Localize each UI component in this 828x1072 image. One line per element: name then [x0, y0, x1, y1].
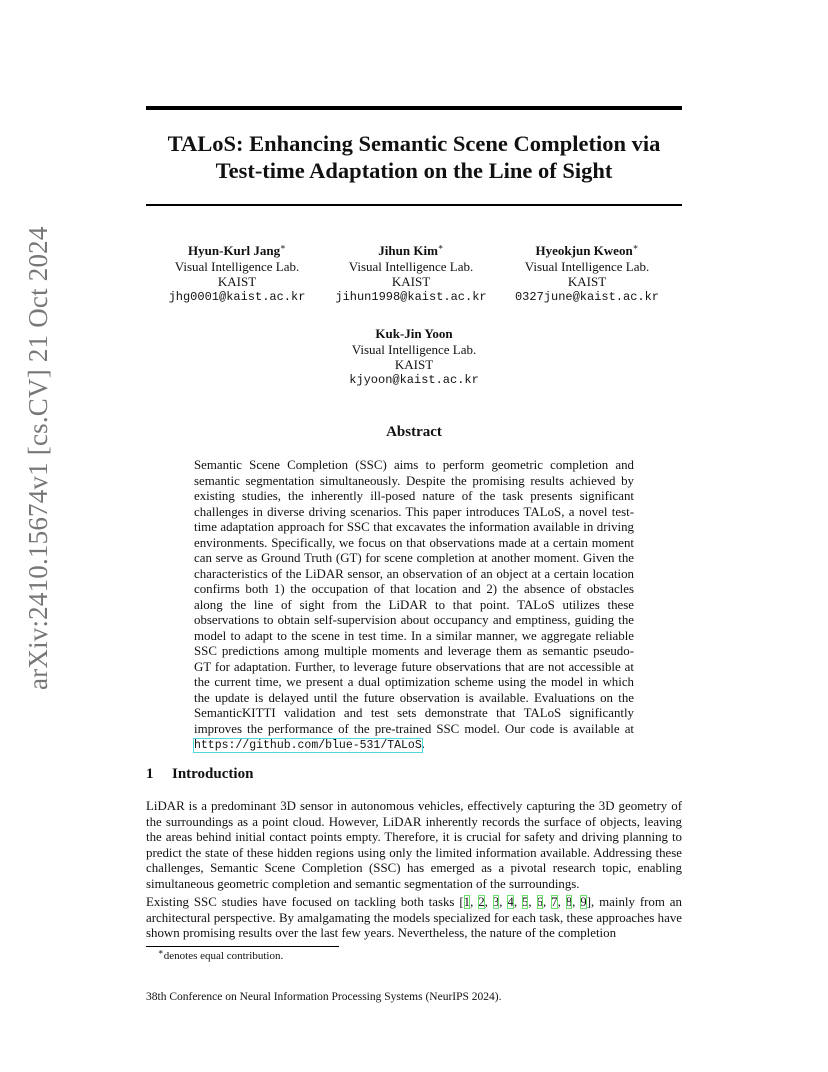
paper-title [146, 130, 682, 184]
citation-link[interactable]: 7 [551, 895, 558, 909]
author-affiliation: Visual Intelligence Lab. [348, 258, 474, 274]
author-block [492, 243, 682, 305]
author-email[interactable]: jihun1998@kaist.ac.kr [335, 289, 487, 304]
citation-link[interactable]: 8 [565, 895, 573, 909]
intro-paragraph-1: LiDAR is a predominant 3D sensor in autonomous vehicles, effectively capturing the 3D geometry of the surroundings as a point cloud. However, LiDAR inherently records the surface of objects, leaving the areas behind initial contact points empty. Therefore, it is crucial for safety and driving planning to predict the state of these hidden regions using only the limited information available. Addressing these challenges, Semantic Scene Completion (SSC) has emerged as a pivotal research topic, enabling simultaneous geometric completion and semantic segmentation of the surroundings. [146, 799, 682, 891]
intro-paragraph-2: Existing SSC studies have focused on tackling both tasks [1, 2, 3, 4, 5, 6, 7, 8, 9], mainly from an architectural perspective. By amalgamating the models specialized for each task, these approaches have shown promising results over the last few years. Nevertheless, the nature of the completion [146, 895, 682, 940]
title-bottom-rule [146, 204, 682, 206]
section-number: 1 [146, 766, 154, 782]
footnote: ∗denotes equal contribution. [158, 946, 284, 962]
author-name: Hyeokjun Kweon∗ [535, 241, 639, 258]
footnote-rule [146, 946, 339, 947]
section-title: Introduction [172, 766, 254, 782]
citation-link[interactable]: 5 [521, 895, 529, 909]
author-block [319, 326, 509, 388]
author-name: Hyun-Kurl Jang∗ [188, 241, 286, 258]
code-repository-link[interactable]: https://github.com/blue-531/TALoS [194, 739, 422, 752]
author-affiliation: Visual Intelligence Lab. [174, 258, 300, 274]
author-block [316, 243, 506, 305]
abstract-body: Semantic Scene Completion (SSC) aims to perform geometric completion and semantic segmentation simultaneously. Despite the promising results achieved by existing studies, the inherently ill-posed nature of the task presents significant challenges in diverse driving scenarios. This paper introduces TALoS, a novel test-time adaptation approach for SSC that excavates the information available in driving environments. Specifically, we focus on that observations made at a certain moment can serve as Ground Truth (GT) for scene completion at another moment. Given the characteristics of the LiDAR sensor, an observation of an object at a certain location confirms both 1) the occupation of that location and 2) the absence of obstacles along the line of sight from the LiDAR to that point. TALoS utilizes these observations to obtain self-supervision about occupancy and emptiness, guiding the model to adapt to the scene in test time. In a similar manner, we aggregate reliable SSC predictions among multiple moments and leverage them as semantic pseudo-GT for adaptation. Further, to leverage future observations that are not accessible at the current time, we present a dual optimization scheme using the model in which the update is delayed until the future observation is available. Evaluations on the SemanticKITTI validation and test sets demonstrate that TALoS significantly improves the performance of the pre-trained SSC model. Our code is available at https://github.com/blue-531/TALoS. [194, 458, 634, 752]
abstract-heading: Abstract [386, 424, 442, 440]
author-name: Jihun Kim∗ [378, 241, 444, 258]
author-name: Kuk-Jin Yoon [375, 326, 453, 341]
author-institution: KAIST [217, 274, 257, 289]
venue-note: 38th Conference on Neural Information Processing Systems (NeurIPS 2024). [146, 991, 502, 1003]
citation-link[interactable]: 1 [463, 895, 471, 909]
citation-link[interactable]: 2 [478, 895, 485, 909]
section-heading [146, 766, 253, 783]
title-line-1: TALoS: Enhancing Semantic Scene Completion via [167, 131, 661, 156]
title-line-2: Test-time Adaptation on the Line of Sight [215, 158, 613, 183]
title-top-rule [146, 106, 682, 110]
citation-link[interactable]: 6 [536, 895, 543, 909]
author-affiliation: Visual Intelligence Lab. [524, 258, 650, 274]
citation-link[interactable]: 4 [507, 895, 514, 909]
author-email[interactable]: jhg0001@kaist.ac.kr [168, 289, 306, 304]
abstract-text: Semantic Scene Completion (SSC) aims to perform geometric completion and semantic segmentation simultaneously. Despite the promising results achieved by existing studies, the inherently ill-posed nature of the task presents significant challenges in diverse driving scenarios. This paper introduces TALoS, a novel test-time adaptation approach for SSC that excavates the information available in driving environments. Specifically, we focus on that observations made at a certain moment can serve as Ground Truth (GT) for scene completion at another moment. Given the characteristics of the LiDAR sensor, an observation of an object at a certain location confirms both 1) the occupation of that location and 2) the absence of obstacles along the line of sight from the LiDAR to that point. TALoS utilizes these observations to obtain self-supervision about occupancy and emptiness, guiding the model to adapt to the scene in test time. In a similar manner, we aggregate reliable SSC predictions among multiple moments and leverage them as semantic pseudo-GT for adaptation. Further, to leverage future observations that are not accessible at the current time, we present a dual optimization scheme using the model in which the update is delayed until the future observation is available. Evaluations on the SemanticKITTI validation and test sets demonstrate that TALoS significantly improves the performance of the pre-trained SSC model. Our code is available at [194, 458, 634, 736]
author-email[interactable]: 0327june@kaist.ac.kr [514, 289, 660, 304]
author-institution: KAIST [391, 274, 431, 289]
citation-link[interactable]: 3 [492, 895, 500, 909]
author-affiliation: Visual Intelligence Lab. [351, 341, 477, 357]
author-institution: KAIST [567, 274, 607, 289]
author-email[interactable]: kjyoon@kaist.ac.kr [349, 372, 479, 387]
citation-link[interactable]: 9 [580, 895, 587, 909]
arxiv-identifier-stamp: arXiv:2410.15674v1 [cs.CV] 21 Oct 2024 [23, 226, 53, 690]
author-institution: KAIST [394, 357, 434, 372]
author-block [142, 243, 332, 305]
